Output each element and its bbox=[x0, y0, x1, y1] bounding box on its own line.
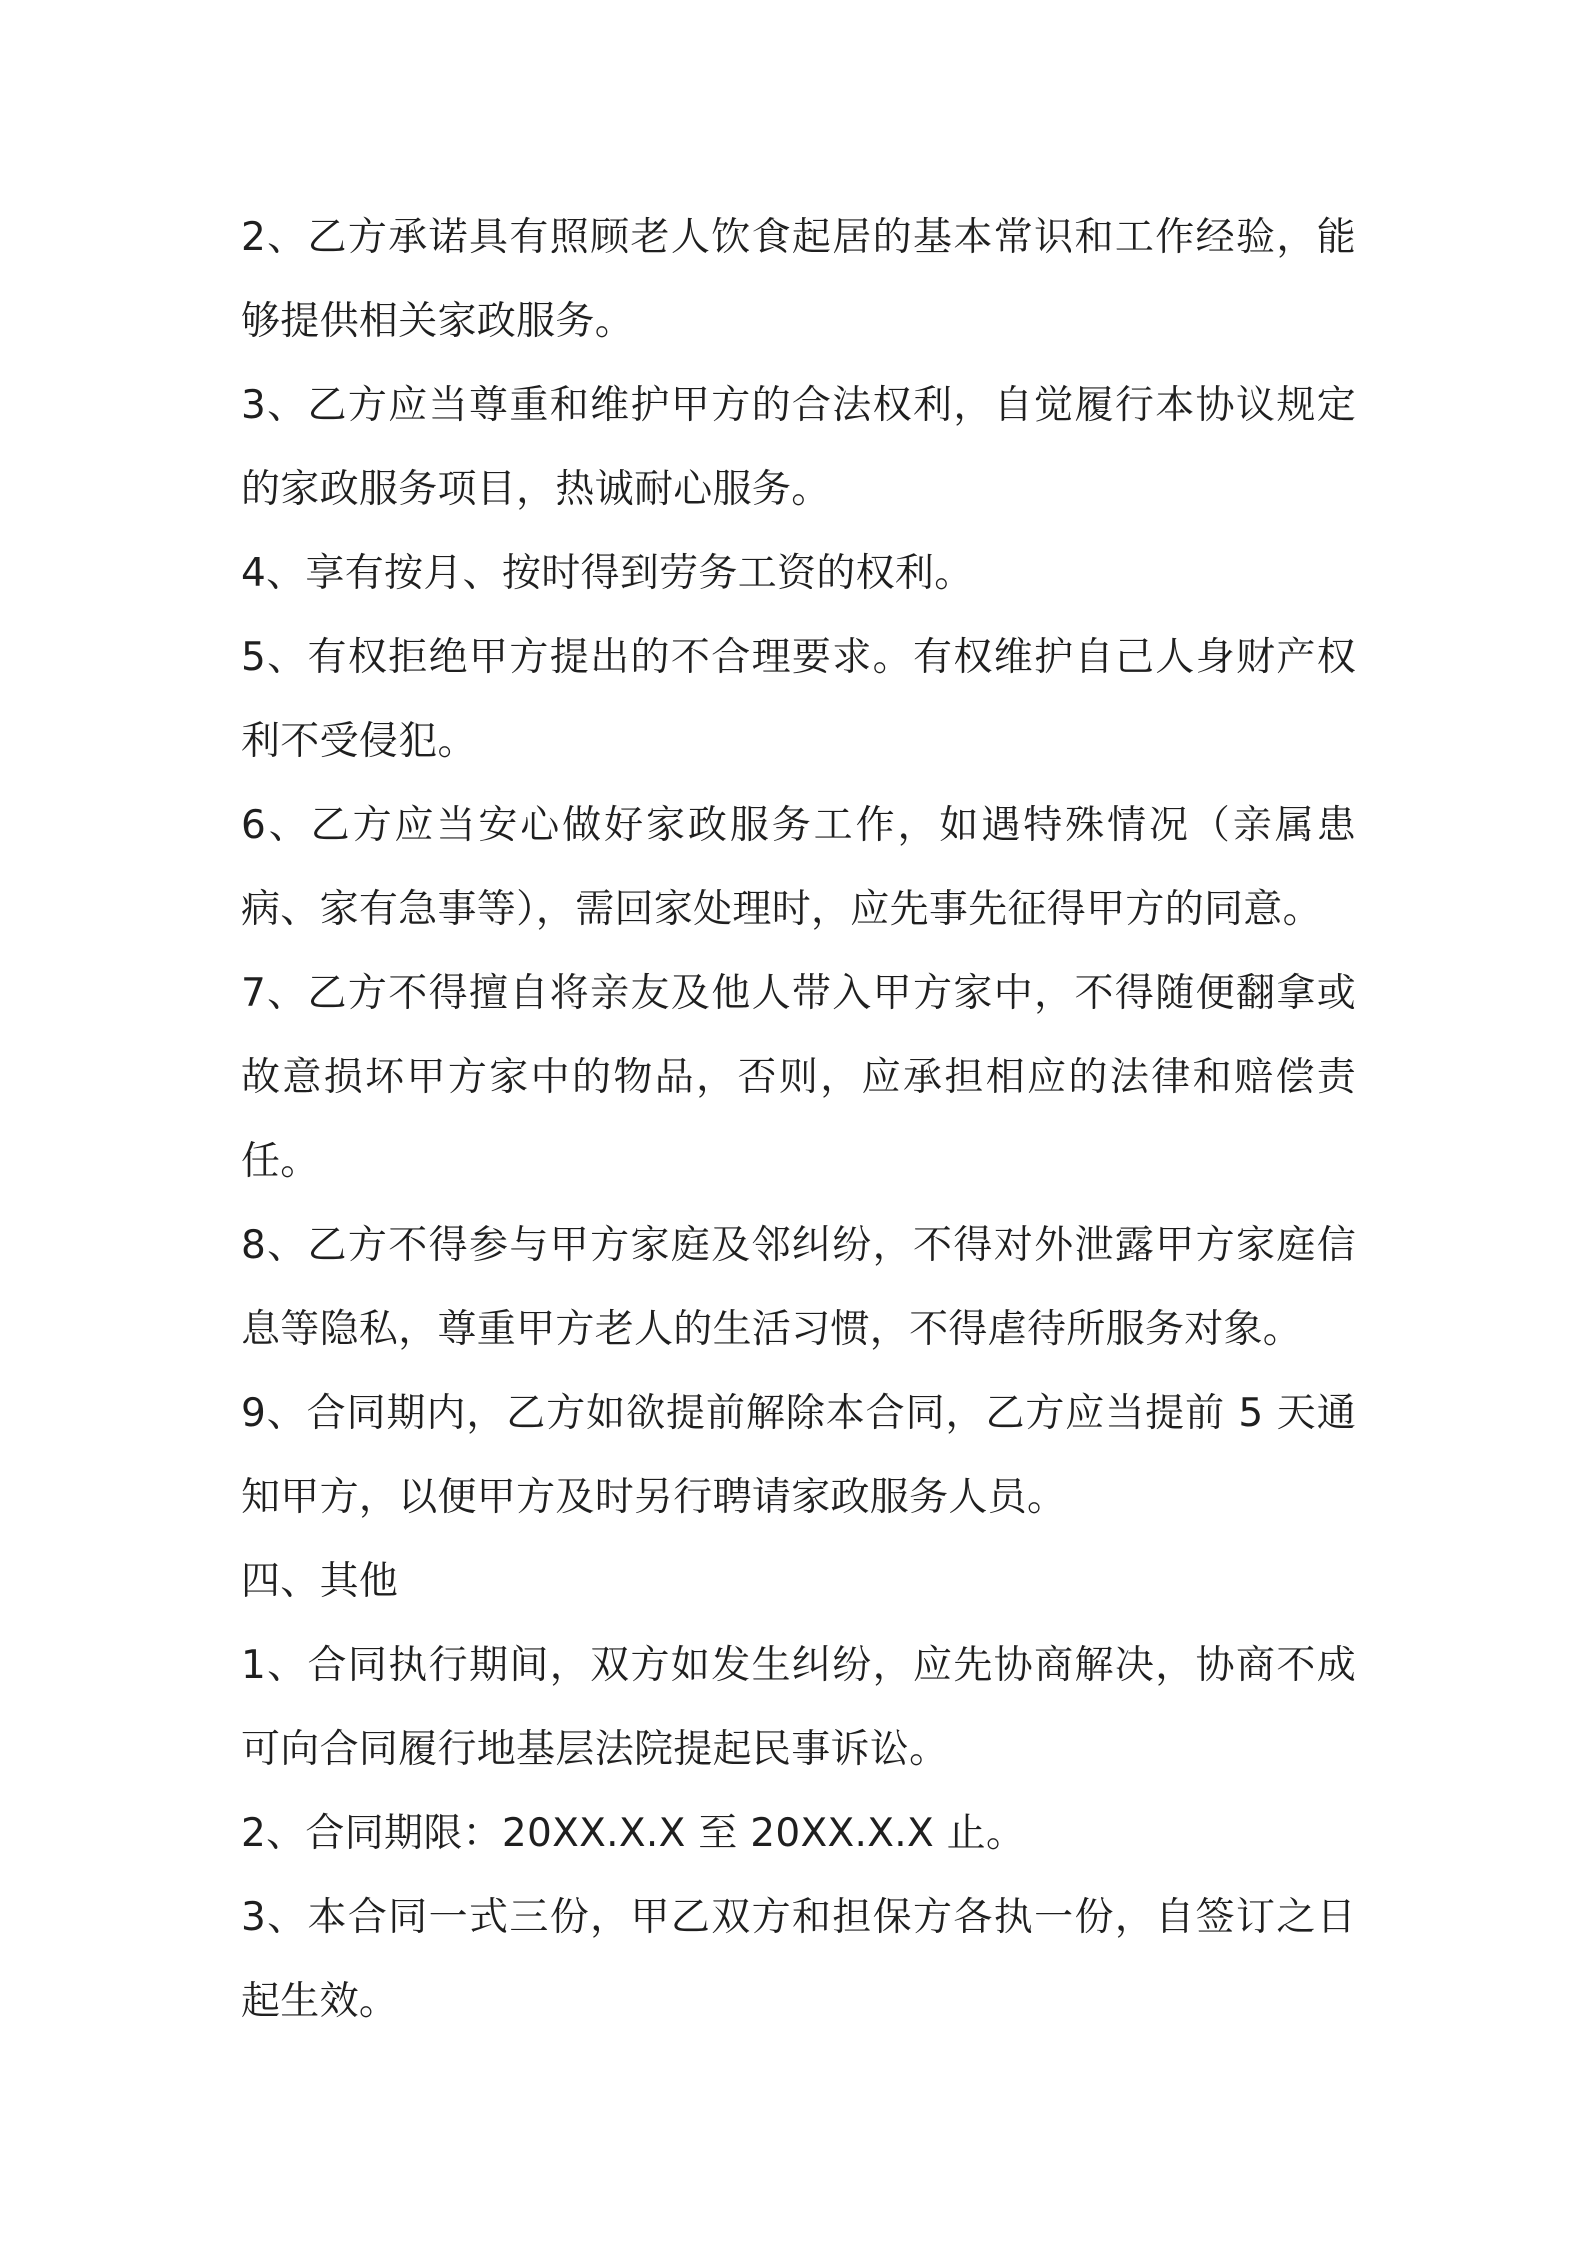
clause-3-respect-rights: 3、乙方应当尊重和维护甲方的合法权利，自觉履行本协议规定的家政服务项目，热诚耐心服务。 bbox=[241, 383, 1356, 512]
clause-4-wage-right: 4、享有按月、按时得到劳务工资的权利。 bbox=[241, 551, 974, 596]
other-clause-3-copies: 3、本合同一式三份，甲乙双方和担保方各执一份，自签订之日起生效。 bbox=[241, 1895, 1356, 2024]
clause-6-leave-consent: 6、乙方应当安心做好家政服务工作，如遇特殊情况（亲属患病、家有急事等），需回家处理时，应先事先征得甲方的同意。 bbox=[241, 803, 1356, 932]
other-clause-1-disputes: 1、合同执行期间，双方如发生纠纷，应先协商解决，协商不成可向合同履行地基层法院提起民事诉讼。 bbox=[241, 1643, 1356, 1772]
section-heading-other: 四、其他 bbox=[241, 1559, 399, 1604]
clause-9-termination-notice: 9、合同期内，乙方如欲提前解除本合同，乙方应当提前 5 天通知甲方，以便甲方及时另行聘请家政服务人员。 bbox=[241, 1391, 1356, 1520]
clause-8-privacy: 8、乙方不得参与甲方家庭及邻纠纷，不得对外泄露甲方家庭信息等隐私，尊重甲方老人的生活习惯，不得虐待所服务对象。 bbox=[241, 1223, 1356, 1352]
other-clause-2-term: 2、合同期限：20XX.X.X 至 20XX.X.X 止。 bbox=[241, 1811, 1026, 1856]
clause-5-refuse-requests: 5、有权拒绝甲方提出的不合理要求。有权维护自己人身财产权利不受侵犯。 bbox=[241, 635, 1356, 764]
clause-7-no-visitors: 7、乙方不得擅自将亲友及他人带入甲方家中，不得随便翻拿或故意损坏甲方家中的物品，否则，应承担相应的法律和赔偿责任。 bbox=[241, 971, 1356, 1184]
clause-2-service-knowledge: 2、乙方承诺具有照顾老人饮食起居的基本常识和工作经验，能够提供相关家政服务。 bbox=[241, 215, 1356, 344]
document-body bbox=[241, 196, 1356, 2044]
